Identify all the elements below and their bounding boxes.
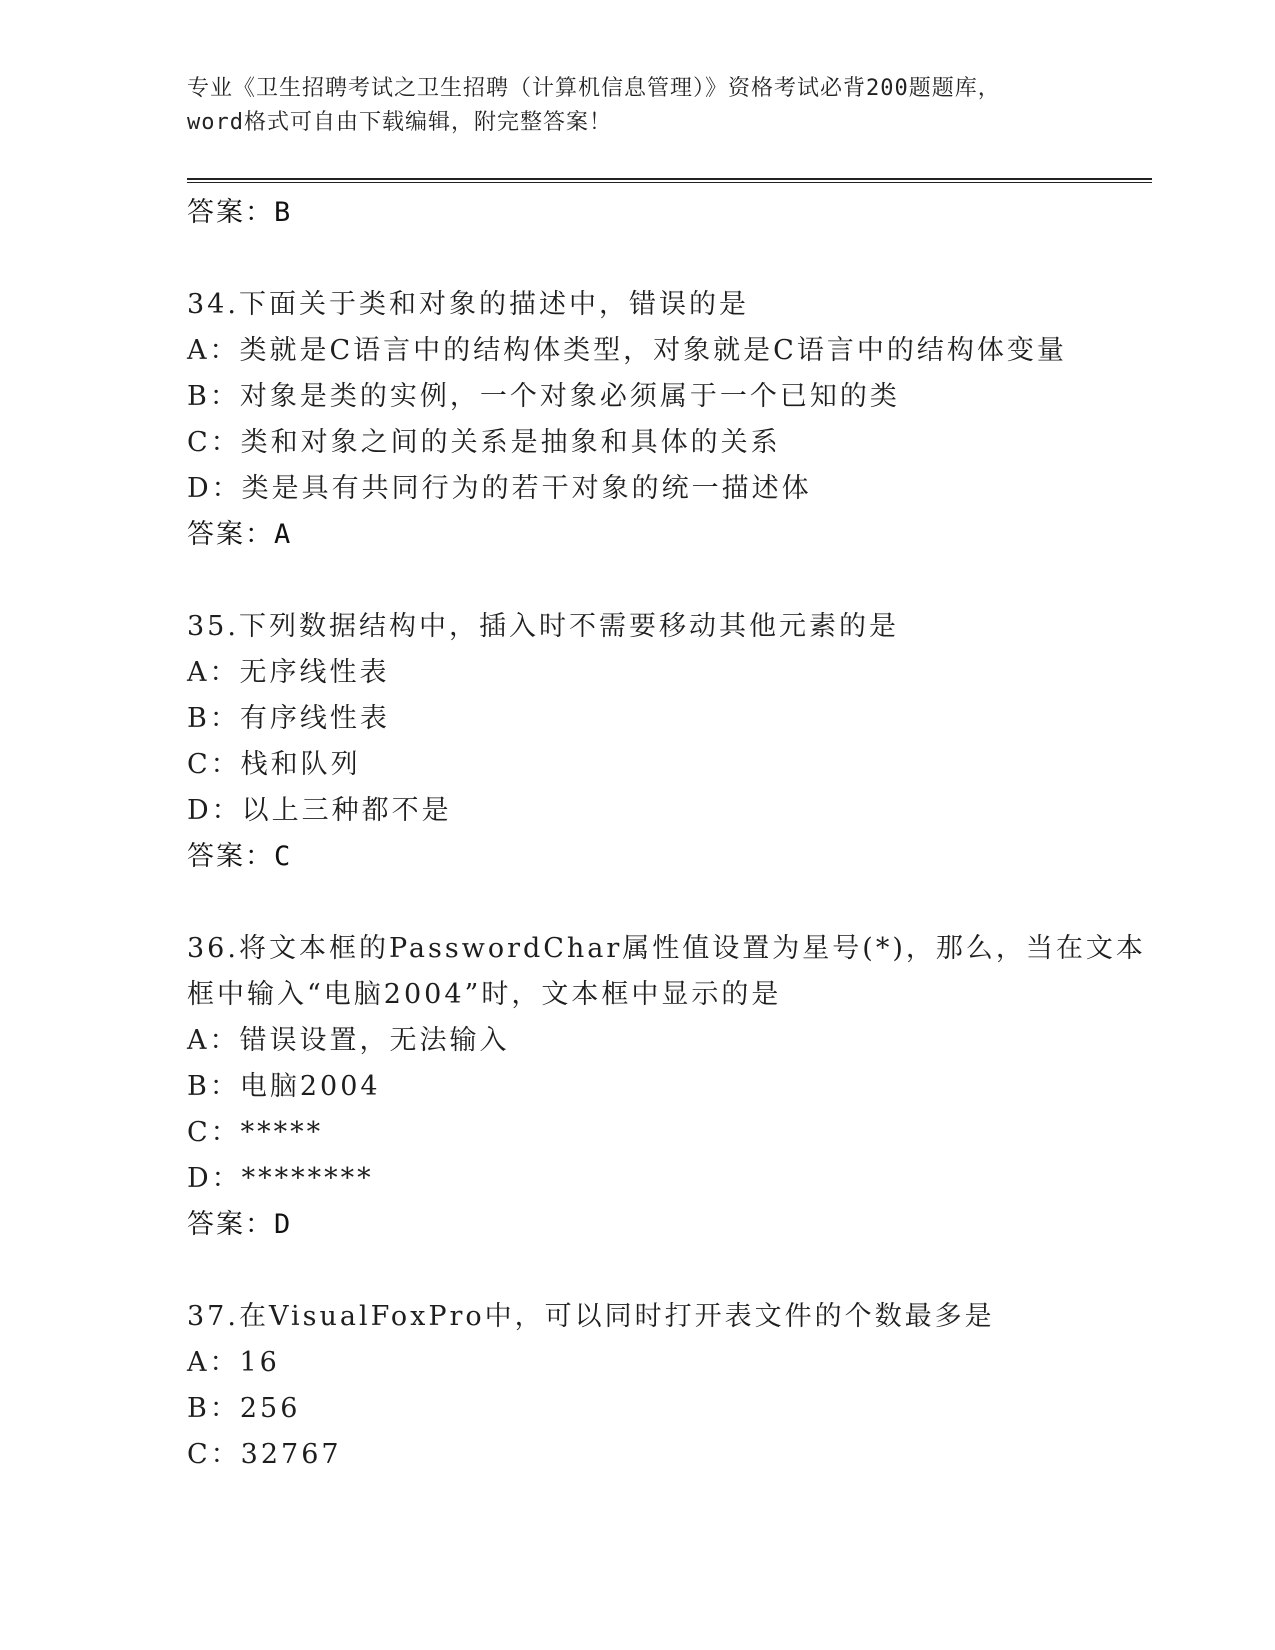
question-text: 36.将文本框的PasswordChar属性值设置为星号(*)，那么，当在文本	[187, 933, 1146, 964]
header-line-2: word格式可自由下载编辑，附完整答案！	[187, 110, 612, 135]
question-block	[187, 926, 1147, 1248]
option-b: B：有序线性表	[187, 703, 390, 734]
question-text: 34.下面关于类和对象的描述中，错误的是	[187, 289, 749, 320]
option-c: C：栈和队列	[187, 749, 361, 780]
header-divider-thin	[187, 182, 1152, 183]
question-block	[187, 604, 1147, 880]
spacer	[187, 880, 1147, 926]
option-b: B：对象是类的实例，一个对象必须属于一个已知的类	[187, 381, 900, 412]
question-text: 37.在VisualFoxPro中，可以同时打开表文件的个数最多是	[187, 1301, 995, 1332]
option-b: B：电脑2004	[187, 1071, 381, 1102]
question-block	[187, 1294, 1147, 1478]
header-divider	[187, 178, 1152, 180]
document-header	[187, 72, 1087, 140]
answer-label: 答案：C	[187, 841, 293, 872]
answer-label: 答案：A	[187, 519, 293, 550]
question-block	[187, 282, 1147, 558]
spacer	[187, 558, 1147, 604]
spacer	[187, 236, 1147, 282]
option-b: B：256	[187, 1393, 301, 1424]
option-a: A：无序线性表	[187, 657, 390, 688]
option-d: D：以上三种都不是	[187, 795, 452, 826]
question-list	[187, 190, 1147, 1478]
option-c: C：32767	[187, 1439, 342, 1470]
option-d: D：类是具有共同行为的若干对象的统一描述体	[187, 473, 812, 504]
spacer	[187, 1248, 1147, 1294]
option-a: A：16	[187, 1347, 280, 1378]
option-a: A：类就是C语言中的结构体类型，对象就是C语言中的结构体变量	[187, 335, 1067, 366]
header-line-1: 专业《卫生招聘考试之卫生招聘（计算机信息管理）》资格考试必背200题题库，	[187, 76, 1001, 101]
answer-label: 答案：B	[187, 197, 293, 228]
question-text: 35.下列数据结构中，插入时不需要移动其他元素的是	[187, 611, 899, 642]
question-text-continued: 框中输入“电脑2004”时，文本框中显示的是	[187, 979, 782, 1010]
option-d: D：********	[187, 1163, 374, 1194]
option-c: C：*****	[187, 1117, 324, 1148]
option-a: A：错误设置，无法输入	[187, 1025, 510, 1056]
option-c: C：类和对象之间的关系是抽象和具体的关系	[187, 427, 781, 458]
answer-label: 答案：D	[187, 1209, 293, 1240]
